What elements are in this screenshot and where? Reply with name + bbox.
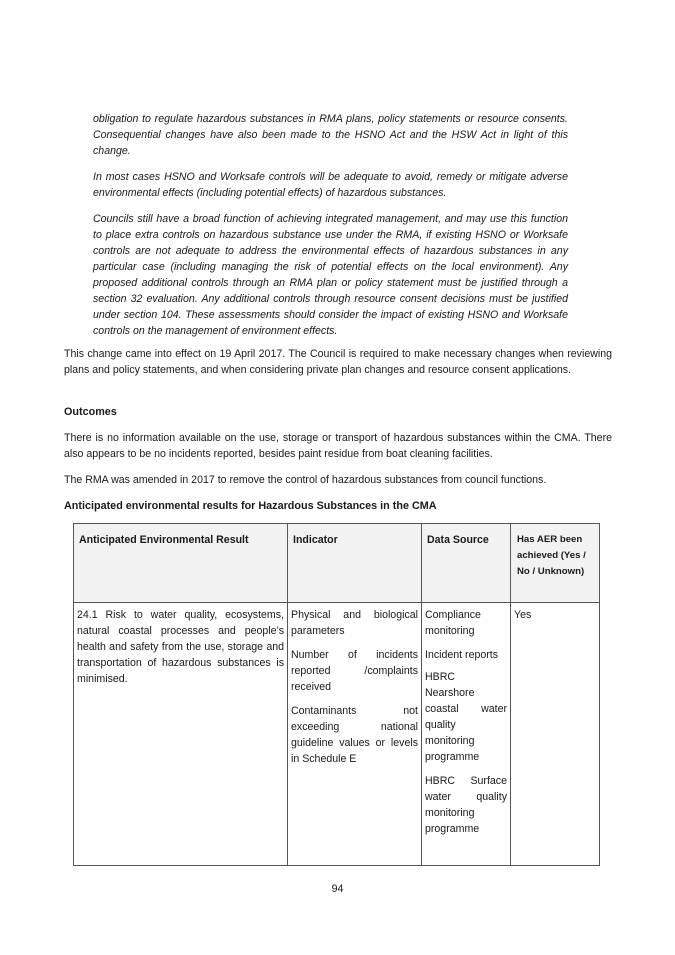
table-header-row: [74, 524, 600, 603]
change-paragraph: This change came into effect on 19 April 2017. The Council is required to make necessary changes when reviewing plans and policy statements, and when considering private plan changes and resource consent applications.: [64, 348, 612, 376]
source-item: HBRC Surface water quality monitoring programme: [425, 775, 507, 835]
cell-achieved: Yes: [511, 603, 600, 866]
outcomes-heading: Outcomes: [64, 406, 117, 418]
page-number: 94: [331, 883, 344, 895]
cell-data-source: [422, 603, 511, 866]
cell-result: [74, 603, 288, 866]
quote-paragraph-2: In most cases HSNO and Worksafe controls will be adequate to avoid, remedy or mitigate adverse environmental effects (including potential effects) of hazardous substances.: [93, 171, 568, 199]
outcomes-paragraph-1: There is no information available on the use, storage or transport of hazardous substances within the CMA. There also appears to be no incidents reported, besides paint residue from boat cleaning facilities.: [64, 432, 612, 460]
table-heading: Anticipated environmental results for Hazardous Substances in the CMA: [64, 500, 437, 512]
table-row: [74, 603, 600, 866]
quote-paragraph-1: obligation to regulate hazardous substances in RMA plans, policy statements or resource consents. Consequential changes have also been made to the HSNO Act and the HSW Act in light of this change.: [93, 113, 568, 157]
result-text: 24.1 Risk to water quality, ecosystems, natural coastal processes and people’s health and safety from the use, storage and transportation of hazardous substances is minimised.: [77, 609, 284, 685]
source-item: Incident reports: [425, 649, 499, 661]
indicator-item: Number of incidents reported /complaints received: [291, 649, 418, 693]
header-data-source: Data Source: [422, 524, 511, 603]
header-result: Anticipated Environmental Result: [74, 524, 288, 603]
header-indicator: Indicator: [288, 524, 422, 603]
cell-indicator: [288, 603, 422, 866]
header-achieved: Has AER been achieved (Yes / No / Unknown): [511, 524, 600, 603]
outcomes-paragraph-2: The RMA was amended in 2017 to remove the control of hazardous substances from council functions.: [64, 474, 547, 486]
source-item: HBRC Nearshore coastal water quality monitoring programme: [425, 671, 507, 763]
quote-paragraph-3: Councils still have a broad function of achieving integrated management, and may use this function to place extra controls on hazardous substance use under the RMA, if existing HSNO or Worksafe controls are not adequate to address the environmental effects of hazardous substances in any particular case (including managing the risk of potential effects on the local environment). Any proposed additional controls through an RMA plan or policy statement must be justified through a section 32 evaluation. Any additional controls through resource consent decisions must be justified under section 104. These assessments should consider the impact of existing HSNO and Worksafe controls on the management of environment effects.: [93, 213, 568, 337]
indicator-item: Physical and biological parameters: [291, 609, 418, 637]
source-item: Compliance monitoring: [425, 609, 481, 637]
aer-table: [73, 523, 600, 866]
indicator-item: Contaminants not exceeding national guideline values or levels in Schedule E: [291, 705, 418, 765]
